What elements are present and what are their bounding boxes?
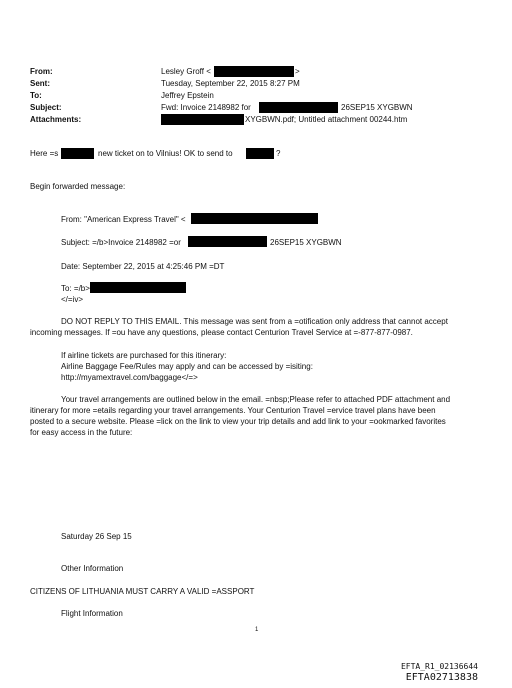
redaction-box [188, 236, 267, 247]
notice-line-1: DO NOT REPLY TO THIS EMAIL. This message was sent from a =otification only address that cannot accept [61, 317, 448, 326]
sent-label: Sent: [30, 79, 50, 88]
subject-label: Subject: [30, 103, 62, 112]
fwd-date: Date: September 22, 2015 at 4:25:46 PM =DT [61, 262, 225, 271]
redaction-box [161, 114, 244, 125]
notice-line-2: incoming messages. If =ou have any questions, please contact Centurion Travel Service at =-877-877-0987. [30, 328, 413, 337]
redaction-box [90, 282, 186, 293]
other-info: Other Information [61, 564, 124, 573]
page-number: 1 [255, 627, 259, 633]
intro-text-a: Here =s [30, 149, 59, 158]
from-value-end: > [295, 67, 300, 76]
airline-line-1: If airline tickets are purchased for this itinerary: [61, 351, 227, 360]
fwd-div: </=iv> [61, 295, 84, 304]
fwd-subject-a: Subject: =/b>Invoice 2148982 =or [61, 238, 181, 247]
subject-value: Fwd: Invoice 2148982 for [161, 103, 251, 112]
travel-line-3: posted to a secure website. Please =lick on the link to view your trip details and add link to your =ookmarked favorites [30, 417, 446, 426]
flight-info: Flight Information [61, 609, 123, 618]
travel-line-2: itinerary for more =etails regarding your travel arrangements. Your Centurion Travel =ervice travel plans have been [30, 406, 436, 415]
fwd-from: From: "American Express Travel" < [61, 215, 186, 224]
redaction-box [259, 102, 338, 113]
airline-line-2: Airline Baggage Fee/Rules may apply and can be accessed by =isiting: [61, 362, 313, 371]
begin-forwarded: Begin forwarded message: [30, 182, 126, 191]
to-value: Jeffrey Epstein [161, 91, 214, 100]
redaction-box [191, 213, 318, 224]
redaction-box [214, 66, 294, 77]
from-value: Lesley Groff < [161, 67, 211, 76]
footer-id-2: EFTA02713838 [405, 672, 478, 683]
fwd-to: To: =/b> [61, 284, 90, 293]
fwd-subject-b: 26SEP15 XYGBWN [270, 238, 342, 247]
to-label: To: [30, 91, 42, 100]
footer-id-1: EFTA_R1_02136644 [400, 662, 478, 671]
travel-line-4: for easy access in the future: [30, 428, 133, 437]
attachments-value: XYGBWN.pdf; Untitled attachment 00244.htm [245, 115, 408, 124]
subject-value-end: 26SEP15 XYGBWN [341, 103, 413, 112]
travel-line-1: Your travel arrangements are outlined below in the email. =nbsp;Please refer to attached PDF attachment and [61, 395, 451, 404]
redaction-box [61, 148, 94, 159]
intro-text-c: ? [276, 149, 281, 158]
from-label: From: [30, 67, 53, 76]
intro-text-b: new ticket on to Vilnius! OK to send to [98, 149, 233, 158]
citizens-notice: CITIZENS OF LITHUANIA MUST CARRY A VALID =ASSPORT [30, 587, 255, 596]
airline-link[interactable]: http://myamextravel.com/baggage</=> [61, 373, 198, 382]
sent-value: Tuesday, September 22, 2015 8:27 PM [161, 79, 300, 88]
attachments-label: Attachments: [30, 115, 82, 124]
date-line: Saturday 26 Sep 15 [61, 532, 132, 541]
redaction-box [246, 148, 274, 159]
